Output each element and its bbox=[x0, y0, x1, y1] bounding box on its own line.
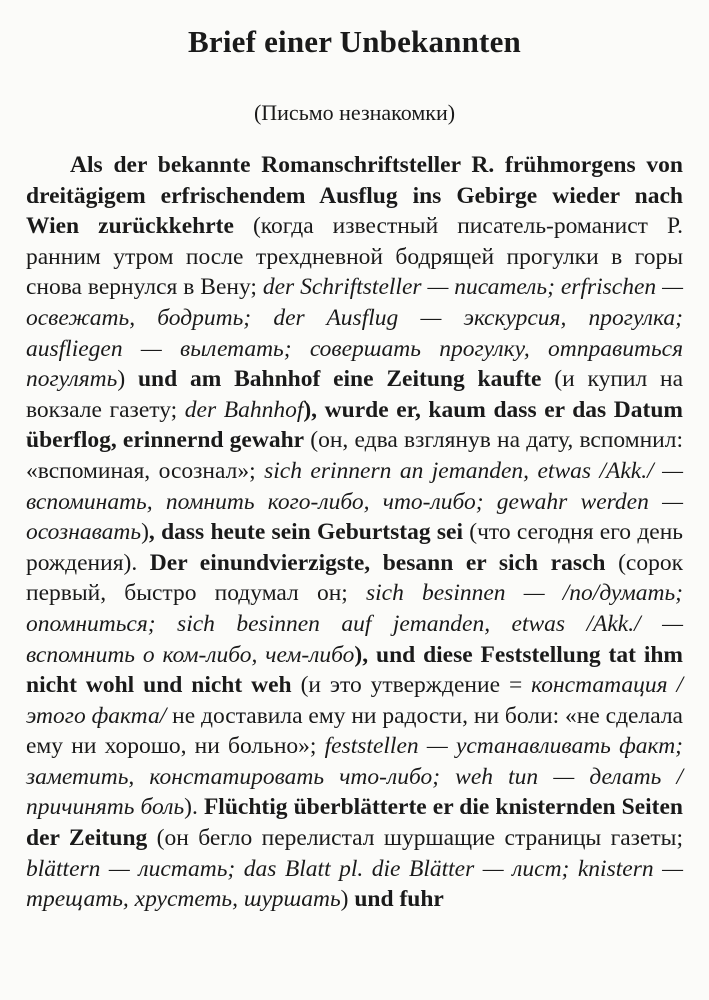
russian-translation: (и это утверждение = bbox=[291, 672, 532, 699]
russian-translation: ) bbox=[141, 519, 149, 546]
russian-translation: (он, едва взглянув на дату, вспомнил: «вспоминая, осознал»; bbox=[26, 427, 683, 484]
vocabulary-gloss: sich erinnern an jemanden, etwas /Akk./ — вспоминать, помнить кого-либо, что-либо; gewahr werden — осознавать bbox=[26, 457, 683, 546]
russian-translation: (он бегло перелистал шуршащие страницы газеты; bbox=[147, 825, 683, 852]
russian-translation: ) bbox=[117, 366, 138, 393]
german-text: Als der bekannte Romanschriftsteller R. frühmorgens von dreitägigem erfrischendem Ausflug ins Gebirge wieder nach Wien zurückkehrte bbox=[26, 152, 683, 240]
german-text: Der einundvierzigste, besann er sich rasch bbox=[149, 549, 606, 576]
german-text: und fuhr bbox=[354, 886, 444, 913]
vocabulary-gloss: feststellen — устанавливать факт; заметить, констатировать что-либо; weh tun — делать / причинять боль bbox=[26, 733, 683, 821]
russian-translation: ) bbox=[340, 886, 355, 913]
german-text: ), und diese Feststellung tat ihm nicht wohl und nicht weh bbox=[26, 641, 683, 699]
german-text: , dass heute sein Geburtstag sei bbox=[148, 519, 463, 546]
page-subtitle: (Письмо незнакомки) bbox=[253, 100, 456, 125]
russian-translation: ). bbox=[184, 794, 204, 821]
german-text: Flüchtig überblätterte er die knisternden Seiten der Zeitung bbox=[26, 794, 684, 852]
body-paragraph bbox=[26, 150, 683, 915]
german-text: und am Bahnhof eine Zeitung kaufte bbox=[137, 366, 542, 393]
russian-translation: (и купил на вокзале газету; bbox=[26, 366, 684, 423]
russian-translation: (сорок первый, быстро подумал он; bbox=[26, 549, 683, 607]
vocabulary-gloss: sich besinnen — /по/думать; опомниться; sich besinnen auf jemanden, etwas /Akk./ — вспомнить о ком-либо, чем-либо bbox=[26, 580, 683, 668]
russian-translation: не доставила ему ни радости, ни боли: «не сделала ему ни хорошо, ни больно»; bbox=[26, 702, 683, 760]
russian-translation: (что сегодня его день рождения). bbox=[26, 519, 683, 576]
page-title: Brief einer Unbekannten bbox=[188, 24, 521, 59]
vocabulary-gloss: der Bahnhof bbox=[184, 396, 304, 423]
vocabulary-gloss: der Schriftsteller — писатель; erfrischen — освежать, бодрить; der Ausflug — экскурсия, прогулка; ausfliegen — вылетать; совершать прогулку, отправиться погулять bbox=[26, 274, 683, 393]
german-text: ), wurde er, kaum dass er das Datum überflog, erinnernd gewahr bbox=[26, 396, 683, 454]
vocabulary-gloss: blättern — листать; das Blatt pl. die Blätter — лист; knistern — трещать, хрустеть, шуршать bbox=[26, 855, 683, 913]
russian-translation: (когда известный писатель-романист Р. ранним утром после трехдневной бодрящей прогулки в горы снова вернулся в Вену; bbox=[26, 213, 683, 301]
vocabulary-gloss: констатация /этого факта/ bbox=[26, 672, 684, 729]
